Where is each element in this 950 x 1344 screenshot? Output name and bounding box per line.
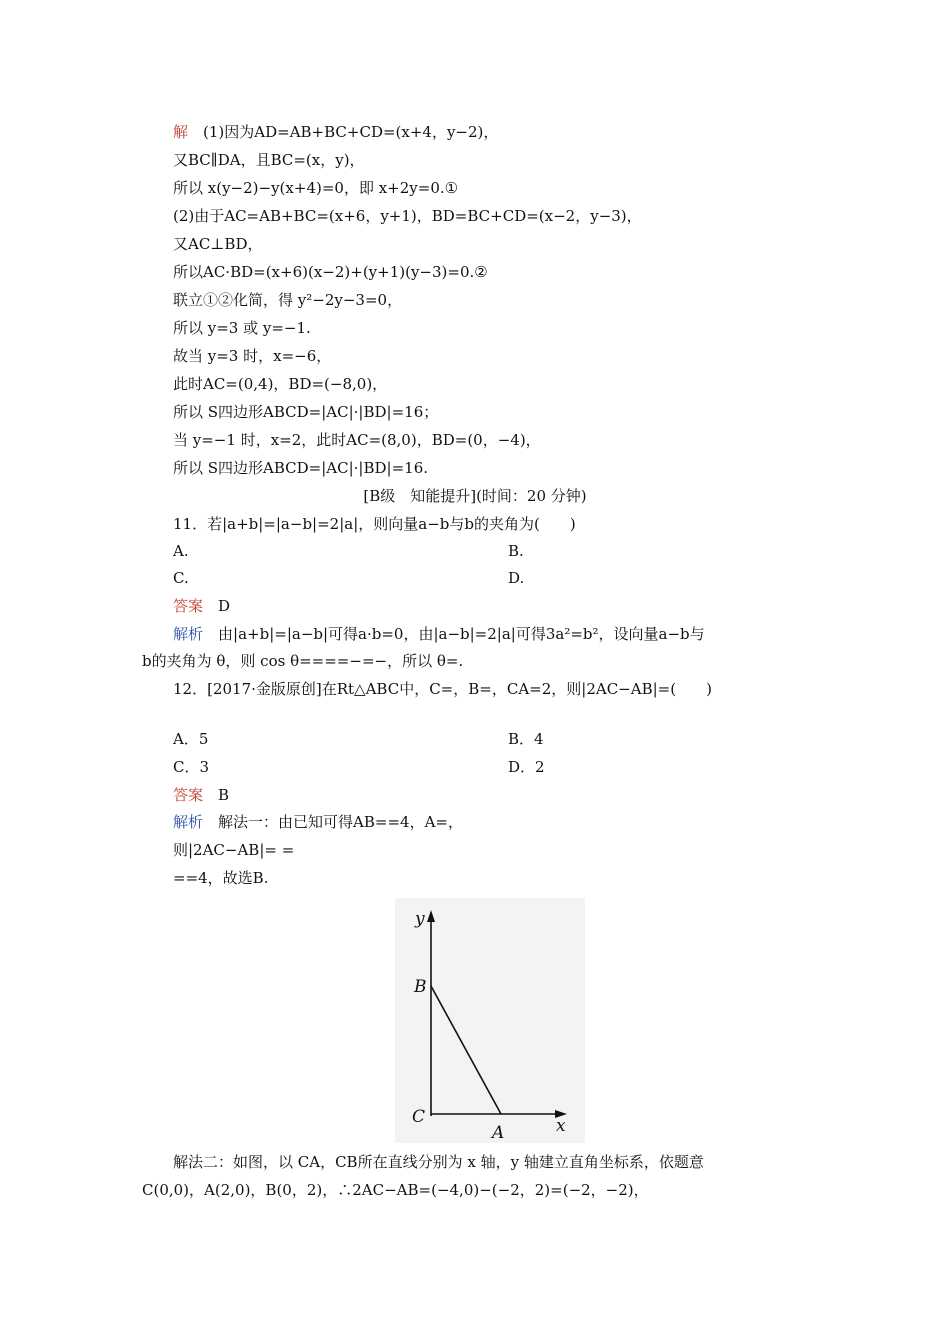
solution-line-3: 所以 x(y−2)−y(x+4)=0，即 x+2y=0.①	[173, 179, 459, 197]
triangle-figure	[395, 898, 585, 1143]
x-axis-label: x	[556, 1116, 566, 1136]
q12-analysis-2: 则|2AC−AB|= =	[173, 841, 295, 859]
solution-line-9: 故当 y=3 时，x=−6，	[173, 347, 332, 365]
q12-method2-2: C(0,0)，A(2,0)，B(0，2)，∴2AC−AB=(−4,0)−(−2，2)=(−2，−2)，	[142, 1181, 649, 1199]
q11-answer	[173, 596, 230, 616]
q12-analysis-3: ==4，故选B.	[173, 869, 269, 887]
q12-analysis-1	[173, 812, 463, 832]
point-c-label: C	[412, 1107, 426, 1127]
analysis-text: 由|a+b|=|a−b|可得a·b=0，由|a−b|=2|a|可得3a²=b²，设向量a−b与	[218, 625, 705, 643]
answer-label: 答案	[173, 786, 204, 804]
triangle-diagram	[395, 898, 585, 1143]
solution-line-2: 又BC∥DA，且BC=(x，y)，	[173, 151, 365, 169]
point-a-label: A	[492, 1123, 505, 1143]
solution-text: (1)因为AD=AB+BC+CD=(x+4，y−2)，	[188, 123, 499, 141]
solution-line-13: 所以 S四边形ABCD=|AC|·|BD|=16.	[173, 459, 429, 477]
solution-line-8: 所以 y=3 或 y=−1.	[173, 319, 311, 337]
analysis-label: 解析	[173, 625, 204, 643]
q12-option-c: C．3	[173, 758, 210, 776]
q12-option-a: A．5	[173, 730, 209, 748]
q11-stem: 11．若|a+b|=|a−b|=2|a|，则向量a−b与b的夹角为( )	[173, 515, 576, 533]
analysis-label: 解析	[173, 813, 204, 831]
solution-line-12: 当 y=−1 时，x=2，此时AC=(8,0)，BD=(0，−4)，	[173, 431, 541, 449]
solution-line-7: 联立①②化简，得 y²−2y−3=0，	[173, 291, 403, 309]
q11-option-a: A.	[173, 542, 189, 560]
q11-option-c: C.	[173, 569, 189, 587]
solution-line-6: 所以AC·BD=(x+6)(x−2)+(y+1)(y−3)=0.②	[173, 263, 488, 281]
segment-ba	[431, 986, 501, 1114]
q12-stem: 12．[2017·金版原创]在Rt△ABC中，C=，B=，CA=2，则|2AC−AB|=( )	[173, 680, 712, 698]
solution-line-4: (2)由于AC=AB+BC=(x+6，y+1)，BD=BC+CD=(x−2，y−3)，	[173, 207, 642, 225]
solution-line-5: 又AC⊥BD，	[173, 235, 263, 253]
analysis-text: 解法一：由已知可得AB==4，A=，	[218, 813, 463, 831]
q12-answer	[173, 785, 229, 805]
q11-analysis-1	[173, 624, 705, 644]
solution-line-10: 此时AC=(0,4)，BD=(−8,0)，	[173, 375, 388, 393]
y-axis-arrow	[427, 910, 435, 922]
q11-analysis-2: b的夹角为 θ，则 cos θ====−=−，所以 θ=.	[142, 652, 464, 670]
section-heading: [B级 知能提升](时间：20 分钟)	[363, 487, 587, 505]
answer-label: 答案	[173, 597, 204, 615]
solution-line-1	[173, 122, 498, 142]
answer-value: D	[218, 597, 231, 615]
q12-method2-1: 解法二：如图，以 CA，CB所在直线分别为 x 轴，y 轴建立直角坐标系，依题意	[173, 1153, 704, 1171]
answer-value: B	[218, 786, 230, 804]
solution-line-11: 所以 S四边形ABCD=|AC|·|BD|=16；	[173, 403, 439, 421]
y-axis-label: y	[415, 909, 425, 929]
point-b-label: B	[414, 977, 427, 997]
q12-option-b: B．4	[508, 730, 544, 748]
solution-label: 解	[173, 123, 189, 141]
q12-option-d: D．2	[508, 758, 545, 776]
q11-option-b: B.	[508, 542, 524, 560]
q11-option-d: D.	[508, 569, 525, 587]
